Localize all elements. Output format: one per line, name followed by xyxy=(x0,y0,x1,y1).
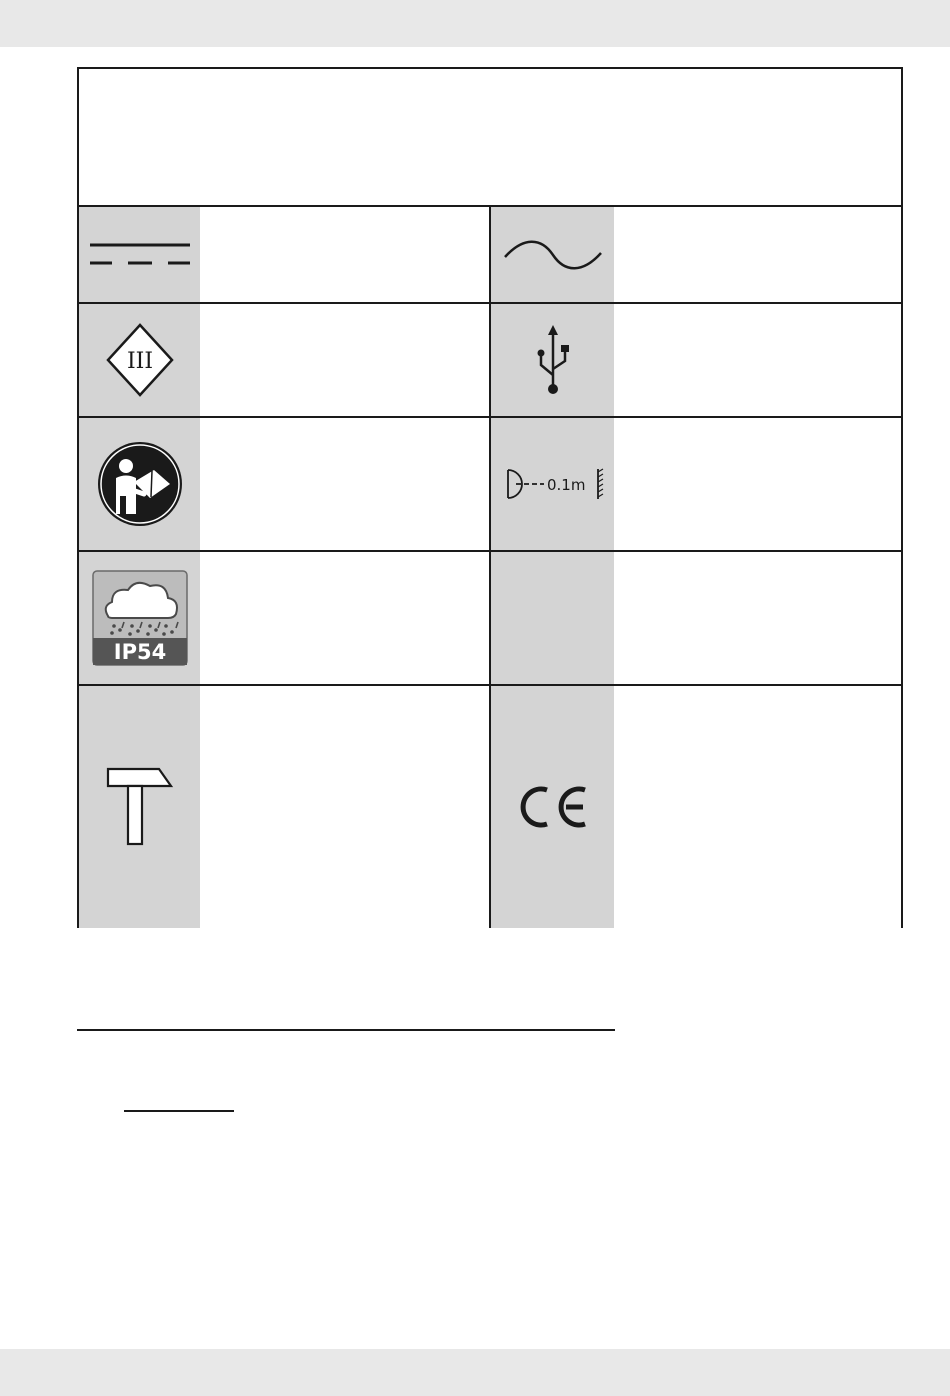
description-cell xyxy=(614,304,901,416)
protection-class-label: III xyxy=(126,349,153,374)
ip54-rain-icon xyxy=(92,570,188,666)
table-column-divider xyxy=(489,207,491,928)
description-cell xyxy=(200,686,489,928)
symbol-cell-protection-class xyxy=(79,304,200,416)
section-rule xyxy=(77,1029,615,1031)
description-cell xyxy=(200,418,489,550)
alternating-current-icon xyxy=(503,235,603,275)
direct-current-icon xyxy=(88,235,192,275)
symbol-cell-minimum-distance xyxy=(491,418,614,550)
symbol-table xyxy=(77,67,903,928)
symbol-cell-direct-current xyxy=(79,207,200,302)
symbol-cell-usb xyxy=(491,304,614,416)
description-cell xyxy=(614,552,901,684)
bottom-band xyxy=(0,1349,950,1396)
protection-class-iii-icon xyxy=(105,322,175,398)
minimum-distance-icon xyxy=(500,466,606,502)
description-cell xyxy=(614,207,901,302)
description-cell xyxy=(200,207,489,302)
description-cell xyxy=(614,686,901,928)
description-cell xyxy=(200,552,489,684)
symbol-cell-read-manual xyxy=(79,418,200,550)
symbol-cell-ip54 xyxy=(79,552,200,684)
ip-rating-label: IP54 xyxy=(113,640,166,664)
hammer-icon xyxy=(105,766,175,848)
distance-label: 0.1m xyxy=(546,476,585,494)
subsection-rule xyxy=(124,1110,234,1112)
empty-symbol-cell xyxy=(491,552,614,684)
top-band xyxy=(0,0,950,47)
description-cell xyxy=(614,418,901,550)
table-header-row xyxy=(79,69,901,207)
read-manual-icon xyxy=(96,440,184,528)
usb-icon xyxy=(533,323,573,397)
symbol-cell-hammer xyxy=(79,686,200,928)
symbol-cell-alternating-current xyxy=(491,207,614,302)
ce-mark-icon xyxy=(517,784,589,830)
description-cell xyxy=(200,304,489,416)
symbol-cell-ce-mark xyxy=(491,686,614,928)
